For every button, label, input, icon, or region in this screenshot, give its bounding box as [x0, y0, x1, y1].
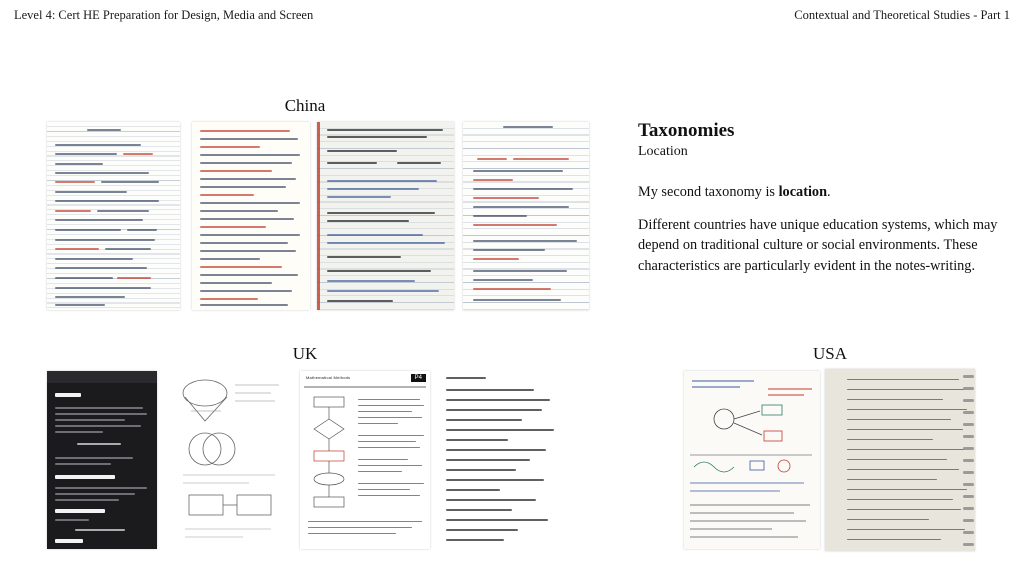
china-notes-2	[192, 122, 310, 310]
uk-notes-3	[300, 371, 430, 549]
china-notes-3	[317, 122, 454, 310]
taxonomy-text-column	[638, 120, 1010, 289]
handwriting-marks	[463, 122, 589, 310]
section-title-uk: UK	[292, 344, 318, 363]
handwriting-marks	[440, 371, 560, 549]
uk-notes-1	[47, 371, 157, 549]
spiral-binding-icon	[962, 369, 975, 551]
sketch-diagram-icon	[175, 371, 287, 549]
section-title-china: China	[284, 96, 326, 115]
china-notes-4	[463, 122, 589, 310]
page-edge-accent	[317, 122, 320, 310]
usa-notes-2	[825, 369, 975, 551]
header-unit-title: Contextual and Theoretical Studies - Part 1	[794, 7, 1010, 22]
page-header	[0, 0, 1024, 30]
uk-notes-2	[175, 371, 287, 549]
handwriting-marks	[47, 122, 180, 310]
header-course-title: Level 4: Cert HE Preparation for Design, Media and Screen	[14, 7, 314, 22]
app-topbar	[47, 371, 157, 383]
usa-notes-1	[684, 371, 820, 549]
section-title-usa: USA	[812, 344, 847, 363]
mindmap-icon	[684, 371, 820, 549]
worksheet-page-badge: P4	[411, 374, 426, 382]
china-notes-1	[47, 122, 180, 310]
uk-notes-4	[440, 371, 560, 549]
taxonomy-heading: Taxonomies	[638, 120, 735, 141]
taxonomy-paragraph-1-text: My second taxonomy is location.	[638, 184, 831, 200]
handwriting-marks	[317, 122, 454, 310]
handwriting-marks	[825, 369, 975, 551]
taxonomy-paragraph-1	[638, 182, 1010, 203]
worksheet-text	[300, 371, 430, 549]
worksheet-header-label: Mathematical Methods	[306, 375, 351, 380]
handwriting-marks	[192, 122, 310, 310]
taxonomy-subheading: Location	[638, 144, 688, 159]
taxonomy-paragraph-2: Different countries have unique education systems, which may depend on traditional culture or social environments. These characteristics are particularly evident in the notes-writing.	[638, 216, 998, 275]
